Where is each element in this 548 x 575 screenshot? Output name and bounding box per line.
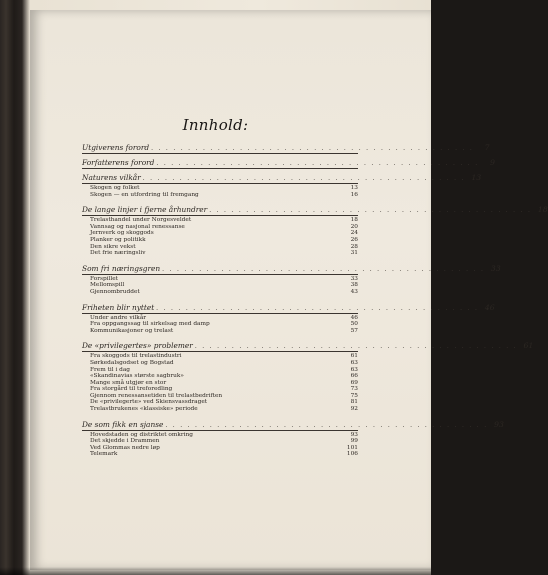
toc-section <box>82 302 495 335</box>
toc-item-page: 18 <box>350 217 358 224</box>
toc-item-title: Under andre vilkår <box>90 314 147 321</box>
toc-item <box>82 230 358 237</box>
toc-item-page: 46 <box>350 314 358 321</box>
dot-leader: . . . . . . . . . . . . . . . . . . . . . . . . . . . . . . . . . . . . . . . . . . . . <box>156 160 479 167</box>
toc-item-page: 99 <box>350 438 358 445</box>
section-divider <box>82 274 358 275</box>
toc-item-title: Telemark <box>90 451 118 458</box>
toc-section-heading <box>82 205 548 215</box>
table-of-contents <box>82 143 548 465</box>
toc-item-page: 81 <box>350 399 358 406</box>
toc-item-title: Planker og politikk <box>90 236 146 243</box>
dot-leader: . . . . . . . . . . . . . . . . . . . . . . . . . . . . . . . . . . . . . . . . . . . . <box>165 421 488 429</box>
toc-item-title: Trelasthandel under Norgesveldet <box>90 217 192 224</box>
toc-item-page: 73 <box>350 386 358 393</box>
toc-item <box>82 289 358 296</box>
page-title: Innhold: <box>182 116 249 134</box>
toc-item <box>82 328 358 335</box>
toc-item-title: Kommunikasjoner og trelast <box>90 327 174 334</box>
toc-section-page: 9 <box>489 158 495 167</box>
toc-item <box>82 276 358 283</box>
toc-section-title: Naturens vilkår <box>82 173 141 182</box>
toc-item <box>82 360 358 367</box>
toc-item-page: 75 <box>350 392 358 399</box>
toc-item-page: 31 <box>350 250 358 257</box>
dot-leader: . . . . . . . . . . . . . . . . . . . . . . . . . . . . . . . . . . . . . . . . . . . . <box>162 265 485 273</box>
toc-item-page: 33 <box>350 275 358 282</box>
toc-item-title: Fra storgård til treforedling <box>90 386 173 393</box>
toc-section-title: De som fikk en sjanse <box>82 419 164 429</box>
toc-item-page: 106 <box>346 451 358 458</box>
toc-item-title: Skogen og folket <box>90 185 140 191</box>
section-gap <box>82 296 358 303</box>
toc-item-page: 66 <box>350 373 358 380</box>
toc-section-title: De «privilegertes» problemer <box>82 341 193 351</box>
toc-item <box>82 282 358 289</box>
toc-section <box>82 143 490 154</box>
section-gap <box>82 257 358 264</box>
toc-section-heading <box>82 158 495 167</box>
toc-item-title: Mellomspill <box>90 282 125 289</box>
toc-item <box>82 353 358 360</box>
toc-item <box>82 386 358 393</box>
toc-item <box>82 192 358 199</box>
section-gap <box>82 458 358 465</box>
toc-item-title: Forspillet <box>90 275 118 282</box>
toc-section-heading <box>82 302 495 312</box>
toc-item <box>82 250 358 257</box>
toc-item <box>82 217 358 224</box>
toc-item-title: Fra skoggods til trelastindustri <box>90 353 182 360</box>
section-divider <box>82 183 358 184</box>
toc-section-title: Som fri næringsgren <box>82 263 161 273</box>
toc-section <box>82 419 504 458</box>
bottom-shadow <box>0 567 431 575</box>
toc-item-page: 43 <box>350 288 358 295</box>
toc-item <box>82 373 358 380</box>
section-gap <box>82 334 358 341</box>
toc-item <box>82 399 358 406</box>
toc-item-title: Det frie næringsliv <box>90 250 146 257</box>
toc-item-page: 50 <box>350 321 358 328</box>
toc-section <box>82 205 548 257</box>
toc-item <box>82 315 358 322</box>
toc-item-title: Frem til i dag <box>90 366 131 373</box>
toc-item <box>82 321 358 328</box>
toc-item-title: Den sikre vekst <box>90 243 136 250</box>
toc-item <box>82 393 358 400</box>
toc-item-title: Hovedstaden og distriktet omkring <box>90 431 193 438</box>
toc-section-heading <box>82 173 482 182</box>
toc-section-title: Utgiverens forord <box>82 143 150 152</box>
toc-section-heading <box>82 341 534 351</box>
toc-section-title: Forfatterens forord <box>82 158 155 167</box>
dot-leader: . . . . . . . . . . . . . . . . . . . . . . . . . . . . . . . . . . . . . . . . . . . . <box>142 175 466 182</box>
toc-section <box>82 173 482 198</box>
toc-item <box>82 445 358 452</box>
toc-section-heading <box>82 143 490 152</box>
section-gap <box>82 198 358 205</box>
toc-section <box>82 341 534 413</box>
toc-item <box>82 224 358 231</box>
toc-section-heading <box>82 263 501 273</box>
toc-section <box>82 263 501 296</box>
toc-item-page: 38 <box>350 282 358 289</box>
toc-item-title: «Skandinavias største sagbruk» <box>90 373 184 380</box>
dot-leader: . . . . . . . . . . . . . . . . . . . . . . . . . . . . . . . . . . . . . . . . . . . . <box>209 207 532 215</box>
toc-item-page: 63 <box>350 366 358 373</box>
toc-item-page: 13 <box>350 185 358 191</box>
toc-item-title: Skogen — en utfordring til fremgang <box>90 191 199 198</box>
dot-leader: . . . . . . . . . . . . . . . . . . . . . . . . . . . . . . . . . . . . . . . . . . . . <box>194 343 518 351</box>
toc-section-page: 33 <box>490 263 501 273</box>
toc-item <box>82 237 358 244</box>
section-divider <box>82 351 358 352</box>
toc-item-page: 61 <box>350 353 358 360</box>
toc-item-title: Sørkedalsgodset og Bogstad <box>90 359 174 366</box>
dot-leader: . . . . . . . . . . . . . . . . . . . . . . . . . . . . . . . . . . . . . . . . . . . . <box>151 145 474 152</box>
toc-item-page: 16 <box>350 191 358 198</box>
toc-section-page: 46 <box>484 302 495 312</box>
toc-item-page: 28 <box>350 243 358 250</box>
section-divider <box>82 215 358 216</box>
toc-section-title: Friheten blir nyttet <box>82 302 155 312</box>
toc-item-title: Det skjedde i Drammen <box>90 438 160 445</box>
toc-item-page: 24 <box>350 230 358 237</box>
toc-item-title: Mange små utgjør en stor <box>90 379 167 386</box>
toc-item-title: Fra oppgangssag til sirkelsag med damp <box>90 321 210 328</box>
toc-item-title: Ved Glommas nedre løp <box>90 444 160 451</box>
toc-item-title: De «privilegerte» ved Skiensvassdraget <box>90 399 208 406</box>
toc-item-title: Gjennom renessansetiden til trelastbedriften <box>90 392 223 399</box>
section-divider <box>82 168 358 169</box>
toc-item-page: 93 <box>350 431 358 438</box>
toc-section-page: 61 <box>523 341 534 351</box>
toc-section-heading <box>82 419 504 429</box>
toc-item-page: 101 <box>346 444 358 451</box>
toc-item <box>82 367 358 374</box>
section-divider <box>82 313 358 314</box>
toc-item-page: 92 <box>350 406 358 413</box>
toc-item-page: 57 <box>350 327 358 334</box>
toc-item-page: 20 <box>350 223 358 230</box>
toc-section-page: 7 <box>484 143 490 152</box>
toc-section-page: 13 <box>471 173 482 182</box>
toc-item-page: 69 <box>350 379 358 386</box>
toc-item <box>82 406 358 413</box>
toc-section-page: 18 <box>537 205 548 215</box>
toc-item-title: Jernverk og skoggods <box>90 230 154 237</box>
toc-item-title: Vannsag og nasjonal renessanse <box>90 223 185 230</box>
toc-item <box>82 432 358 439</box>
toc-item-page: 26 <box>350 236 358 243</box>
section-gap <box>82 413 358 420</box>
toc-item <box>82 451 358 458</box>
toc-item <box>82 438 358 445</box>
section-divider <box>82 430 358 431</box>
toc-section <box>82 158 495 169</box>
toc-item <box>82 185 358 192</box>
toc-section-page: 93 <box>494 419 504 429</box>
dot-leader: . . . . . . . . . . . . . . . . . . . . . . . . . . . . . . . . . . . . . . . . . . . . <box>156 304 479 312</box>
toc-section-title: De lange linjer i fjerne århundrer <box>82 205 208 215</box>
section-divider <box>82 153 358 154</box>
toc-item-title: Gjennombruddet <box>90 288 140 295</box>
toc-item-title: Trelastbrukenes «klassiske» periode <box>90 406 198 413</box>
toc-item-page: 63 <box>350 359 358 366</box>
toc-item <box>82 244 358 251</box>
